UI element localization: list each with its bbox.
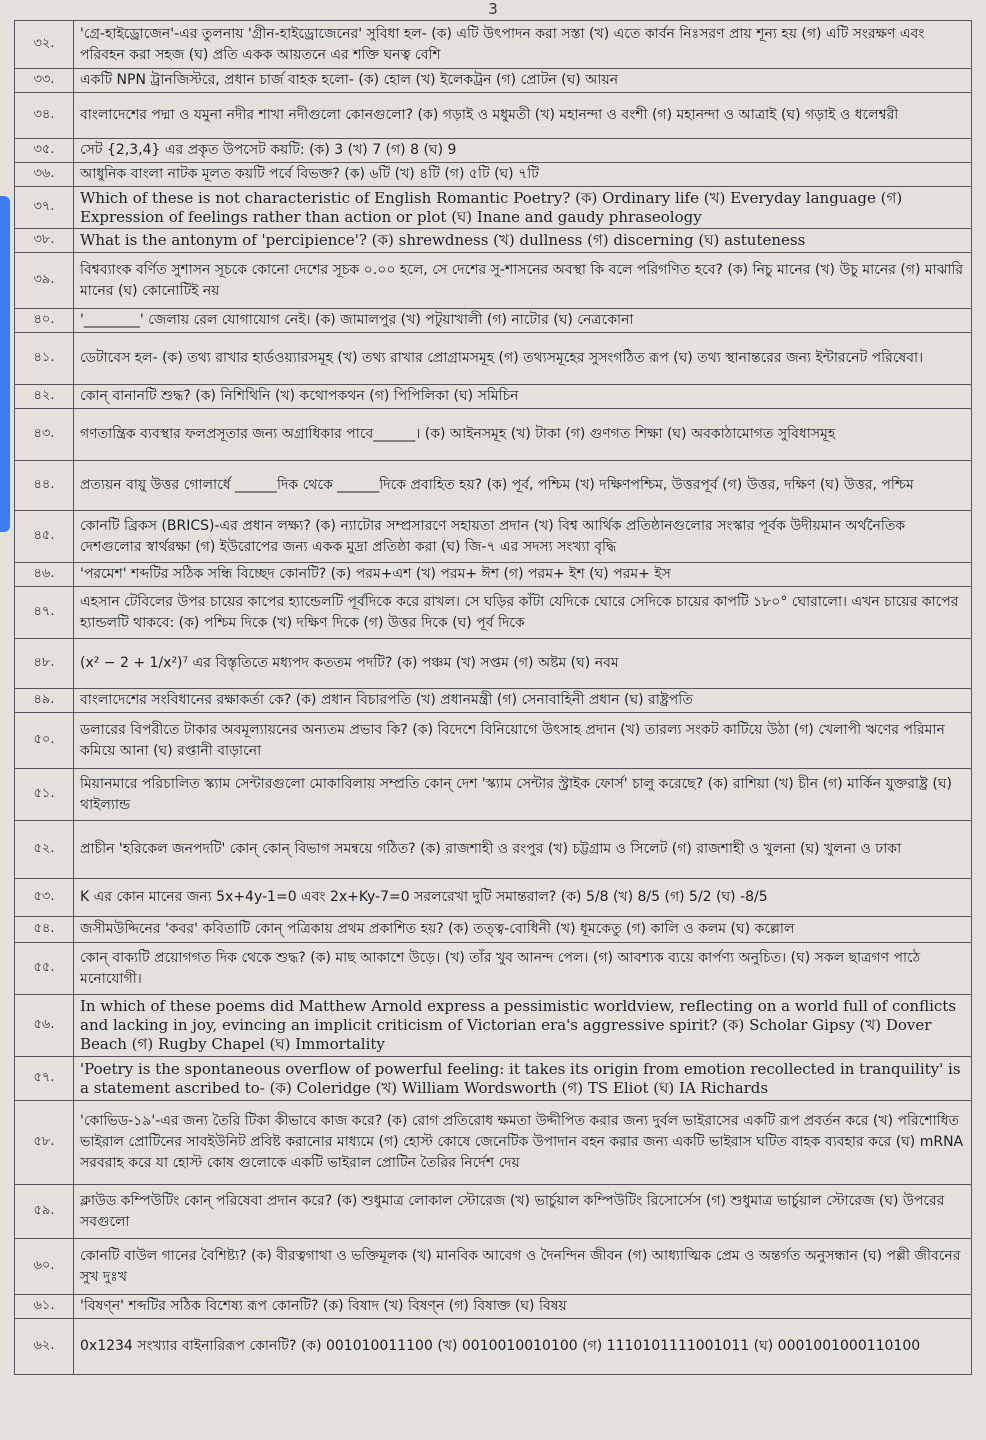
question-row xyxy=(15,229,972,253)
question-text: প্রত্যয়ন বায়ু উত্তর গোলার্ধে ______দিক থেকে ______দিকে প্রবাহিত হয়? (ক) পূর্ব, পশ্চিম (খ) দক্ষিণপশ্চিম, উত্তরপূর্ব (গ) উত্তর, দক্ষিণ (ঘ) উত্তর, পশ্চিম xyxy=(74,461,972,511)
question-row xyxy=(15,587,972,639)
question-number: ৫১. xyxy=(15,769,74,821)
question-row xyxy=(15,879,972,917)
question-text: ক্লাউড কম্পিউটিং কোন্ পরিষেবা প্রদান করে? (ক) শুধুমাত্র লোকাল স্টোরেজ (খ) ভার্চুয়াল কম্পিউটিং রিসোর্সেস (গ) শুধুমাত্র ভার্চুয়াল স্টোরেজ (ঘ) উপরের সবগুলো xyxy=(74,1185,972,1239)
question-number: ৫০. xyxy=(15,713,74,769)
question-text: কোন্ বাক্যটি প্রয়োগগত দিক থেকে শুদ্ধ? (ক) মাছ আকাশে উড়ে। (খ) তাঁর খুব আনন্দ পেল। (গ) আবশ্যক ব্যয়ে কার্পণ্য অনুচিত। (ঘ) সকল ছাত্রগণ পাঠে মনোযোগী। xyxy=(74,943,972,995)
question-text: একটি NPN ট্রানজিস্টরে, প্রধান চার্জ বাহক হলো- (ক) হোল (খ) ইলেকট্রন (গ) প্রোটন (ঘ) আয়ন xyxy=(74,69,972,93)
question-text: '________' জেলায় রেল যোগাযোগ নেই। (ক) জামালপুর (খ) পটুয়াখালী (গ) নাটোর (ঘ) নেত্রকোনা xyxy=(74,309,972,333)
question-row xyxy=(15,309,972,333)
question-row xyxy=(15,385,972,409)
question-text: In which of these poems did Matthew Arnold express a pessimistic worldview, reflecting on a world full of conflicts and lacking in joy, evincing an implicit criticism of Victorian era's aggressive spirit? (ক) Scholar Gipsy (খ) Dover Beach (গ) Rugby Chapel (ঘ) Immortality xyxy=(74,995,972,1057)
question-row xyxy=(15,563,972,587)
question-number: ৩৬. xyxy=(15,163,74,187)
question-row xyxy=(15,713,972,769)
question-number: ৩৪. xyxy=(15,93,74,139)
question-number: ৬০. xyxy=(15,1239,74,1295)
question-text: গণতান্ত্রিক ব্যবস্থার ফলপ্রসূতার জন্য অগ্রাধিকার পাবে______। (ক) আইনসমূহ (খ) টাকা (গ) গুণগত শিক্ষা (ঘ) অবকাঠামোগত সুবিধাসমূহ xyxy=(74,409,972,461)
question-text: (x² − 2 + 1/x²)⁷ এর বিস্তৃতিতে মধ্যপদ কততম পদটি? (ক) পঞ্চম (খ) সপ্তম (গ) অষ্টম (ঘ) নবম xyxy=(74,639,972,689)
question-number: ৫৫. xyxy=(15,943,74,995)
question-number: ৪২. xyxy=(15,385,74,409)
question-number: ৩৩. xyxy=(15,69,74,93)
question-text: আধুনিক বাংলা নাটক মূলত কয়টি পর্বে বিভক্ত? (ক) ৬টি (খ) ৪টি (গ) ৫টি (ঘ) ৭টি xyxy=(74,163,972,187)
question-number: ৪৩. xyxy=(15,409,74,461)
question-text: 'কোভিড-১৯'-এর জন্য তৈরি টিকা কীভাবে কাজ করে? (ক) রোগ প্রতিরোধ ক্ষমতা উদ্দীপিত করার জন্য দুর্বল ভাইরাসের একটি রূপ প্রবর্তন করে (খ) পরিশোধিত ভাইরাল প্রোটিনের সাবইউনিট প্রবিষ্ট করানোর মাধ্যমে (গ) হোস্ট কোষে জেনেটিক উপাদান বহন করার জন্য একটি ভাইরাস ঘটিত বাহক ব্যবহার করে (ঘ) mRNA সরবরাহ করে যা হোস্ট কোষ গুলোকে একটি ভাইরাল প্রোটিন তৈরির নির্দেশ দেয় xyxy=(74,1101,972,1185)
question-table xyxy=(14,20,972,1375)
question-text: K এর কোন মানের জন্য 5x+4y-1=0 এবং 2x+Ky-7=0 সরলরেখা দুটি সমান্তরাল? (ক) 5/8 (খ) 8/5 (গ) 5/2 (ঘ) -8/5 xyxy=(74,879,972,917)
question-row xyxy=(15,139,972,163)
question-text: ডেটাবেস হল- (ক) তথ্য রাখার হার্ডওয়্যারসমূহ (খ) তথ্য রাখার প্রোগ্রামসমূহ (গ) তথ্যসমূহের সুসংগঠিত রূপ (ঘ) তথ্য স্থানান্তরের জন্য ইন্টারনেট পরিষেবা। xyxy=(74,333,972,385)
question-text: 'বিষণ্ন' শব্দটির সঠিক বিশেষ্য রূপ কোনটি? (ক) বিষাদ (খ) বিষণ্ন (গ) বিষাক্ত (ঘ) বিষয় xyxy=(74,1295,972,1319)
question-text: কোনটি বাউল গানের বৈশিষ্ট্য? (ক) বীরত্বগাথা ও ভক্তিমূলক (খ) মানবিক আবেগ ও দৈনন্দিন জীবন (গ) আধ্যাত্মিক প্রেম ও অন্তর্গত অনুসন্ধান (ঘ) পল্লী জীবনের সুখ দুঃখ xyxy=(74,1239,972,1295)
question-text: বিশ্বব্যাংক বর্ণিত সুশাসন সূচকে কোনো দেশের সূচক ০.০০ হলে, সে দেশের সু-শাসনের অবস্থা কি বলে পরিগণিত হবে? (ক) নিচু মানের (খ) উচু মানের (গ) মাঝারি মানের (ঘ) কোনোটিই নয় xyxy=(74,253,972,309)
question-number: ৪৫. xyxy=(15,511,74,563)
question-number: ৩৮. xyxy=(15,229,74,253)
question-row xyxy=(15,1295,972,1319)
question-row xyxy=(15,93,972,139)
question-text: বাংলাদেশের পদ্মা ও যমুনা নদীর শাখা নদীগুলো কোনগুলো? (ক) গড়াই ও মধুমতী (খ) মহানন্দা ও বংশী (গ) মহানন্দা ও আত্রাই (ঘ) গড়াই ও ধলেশ্বরী xyxy=(74,93,972,139)
question-text: Which of these is not characteristic of English Romantic Poetry? (ক) Ordinary life (খ) Everyday language (গ) Expression of feelings rather than action or plot (ঘ) Inane and gaudy phraseology xyxy=(74,187,972,229)
question-text: 'গ্রে-হাইড্রোজেন'-এর তুলনায় 'গ্রীন-হাইড্রোজেনের' সুবিধা হল- (ক) এটি উৎপাদন করা সস্তা (খ) এতে কার্বন নিঃসরণ প্রায় শূন্য হয় (গ) এটি সংরক্ষণ এবং পরিবহন করা সহজ (ঘ) প্রতি একক আয়তনে এর শক্তি ঘনত্ব বেশি xyxy=(74,21,972,69)
question-number: ৩৭. xyxy=(15,187,74,229)
question-number: ৪০. xyxy=(15,309,74,333)
question-number: ৪১. xyxy=(15,333,74,385)
question-row xyxy=(15,1101,972,1185)
question-row xyxy=(15,187,972,229)
question-number: ৫২. xyxy=(15,821,74,879)
question-text: What is the antonym of 'percipience'? (ক) shrewdness (খ) dullness (গ) discerning (ঘ) astuteness xyxy=(74,229,972,253)
scroll-indicator xyxy=(0,196,10,532)
question-row xyxy=(15,21,972,69)
question-number: ৬১. xyxy=(15,1295,74,1319)
page-number: 3 xyxy=(488,0,498,18)
question-row xyxy=(15,333,972,385)
question-text: 'পরমেশ' শব্দটির সঠিক সন্ধি বিচ্ছেদ কোনটি? (ক) পরম+এশ (খ) পরম+ ঈশ (গ) পরম+ ইশ (ঘ) পরম+ ইস xyxy=(74,563,972,587)
question-number: ৩৫. xyxy=(15,139,74,163)
question-text: 'Poetry is the spontaneous overflow of powerful feeling: it takes its origin from emotion recollected in tranquility' is a statement ascribed to- (ক) Coleridge (খ) William Wordsworth (গ) TS Eliot (ঘ) IA Richards xyxy=(74,1057,972,1101)
question-number: ৩৯. xyxy=(15,253,74,309)
question-row xyxy=(15,1319,972,1375)
question-number: ৪৭. xyxy=(15,587,74,639)
question-number: ৪৪. xyxy=(15,461,74,511)
question-list xyxy=(15,21,972,1375)
question-number: ৫৩. xyxy=(15,879,74,917)
question-number: ৬২. xyxy=(15,1319,74,1375)
question-row xyxy=(15,995,972,1057)
question-row xyxy=(15,1057,972,1101)
question-row xyxy=(15,689,972,713)
question-row xyxy=(15,409,972,461)
question-number: ৫৭. xyxy=(15,1057,74,1101)
question-row xyxy=(15,1239,972,1295)
question-text: বাংলাদেশের সংবিধানের রক্ষাকর্তা কে? (ক) প্রধান বিচারপতি (খ) প্রধানমন্ত্রী (গ) সেনাবাহিনী প্রধান (ঘ) রাষ্ট্রপতি xyxy=(74,689,972,713)
question-text: জসীমউদ্দিনের 'কবর' কবিতাটি কোন্ পত্রিকায় প্রথম প্রকাশিত হয়? (ক) তত্ত্ব-বোধিনী (খ) ধূমকেতু (গ) কালি ও কলম (ঘ) কল্লোল xyxy=(74,917,972,943)
question-text: 0x1234 সংখ্যার বাইনারিরূপ কোনটি? (ক) 001010011100 (খ) 0010010010100 (গ) 1110101111001011 (ঘ) 0001001000110100 xyxy=(74,1319,972,1375)
question-row xyxy=(15,943,972,995)
question-number: ৪৯. xyxy=(15,689,74,713)
question-number: ৫৯. xyxy=(15,1185,74,1239)
question-row xyxy=(15,639,972,689)
question-text: কোন্ বানানটি শুদ্ধ? (ক) নিশিথিনি (খ) কথোপকথন (গ) পিপিলিকা (ঘ) সমিচিন xyxy=(74,385,972,409)
question-row xyxy=(15,69,972,93)
question-text: মিয়ানমারে পরিচালিত স্ক্যাম সেন্টারগুলো মোকাবিলায় সম্প্রতি কোন্ দেশ 'স্ক্যাম সেন্টার স্ট্রাইক ফোর্স' চালু করেছে? (ক) রাশিয়া (খ) চীন (গ) মার্কিন যুক্তরাষ্ট্র (ঘ) থাইল্যান্ড xyxy=(74,769,972,821)
question-row xyxy=(15,163,972,187)
question-row xyxy=(15,461,972,511)
question-row xyxy=(15,253,972,309)
question-text: কোনটি ব্রিকস (BRICS)-এর প্রধান লক্ষ্য? (ক) ন্যাটোর সম্প্রসারণে সহায়তা প্রদান (খ) বিশ্ব আর্থিক প্রতিষ্ঠানগুলোর সংস্কার পূর্বক উদীয়মান অর্থনৈতিক দেশগুলোর স্বার্থরক্ষা (গ) ইউরোপের জন্য একক মুদ্রা প্রতিষ্ঠা করা (ঘ) জি-৭ এর সদস্য সংখ্যা বৃদ্ধি xyxy=(74,511,972,563)
question-number: ৫৪. xyxy=(15,917,74,943)
question-number: ৫৬. xyxy=(15,995,74,1057)
question-row xyxy=(15,511,972,563)
question-text: প্রাচীন 'হরিকেল জনপদটি' কোন্ কোন্ বিভাগ সমন্বয়ে গঠিত? (ক) রাজশাহী ও রংপুর (খ) চট্টগ্রাম ও সিলেট (গ) রাজশাহী ও খুলনা (ঘ) খুলনা ও ঢাকা xyxy=(74,821,972,879)
question-text: সেট {2,3,4} এর প্রকৃত উপসেট কয়টি: (ক) 3 (খ) 7 (গ) 8 (ঘ) 9 xyxy=(74,139,972,163)
question-text: ডলারের বিপরীতে টাকার অবমূল্যায়নের অন্যতম প্রভাব কি? (ক) বিদেশে বিনিয়োগে উৎসাহ প্রদান (খ) তারল্য সংকট কাটিয়ে উঠা (গ) খেলাপী ঋণের পরিমান কমিয়ে আনা (ঘ) রপ্তানী বাড়ানো xyxy=(74,713,972,769)
question-row xyxy=(15,769,972,821)
question-row xyxy=(15,1185,972,1239)
question-number: ৫৮. xyxy=(15,1101,74,1185)
question-row xyxy=(15,821,972,879)
question-text: এহসান টেবিলের উপর চায়ের কাপের হ্যান্ডেলটি পূর্বদিকে করে রাখল। সে ঘড়ির কাঁটা যেদিকে ঘোরে সেদিকে চায়ের কাপটি ১৮০° ঘোরালো। এখন চায়ের কাপের হ্যান্ডলটি থাকবে: (ক) পশ্চিম দিকে (খ) দক্ষিণ দিকে (গ) উত্তর দিকে (ঘ) পূর্ব দিকে xyxy=(74,587,972,639)
question-number: ৪৬. xyxy=(15,563,74,587)
question-number: ৪৮. xyxy=(15,639,74,689)
question-row xyxy=(15,917,972,943)
question-number: ৩২. xyxy=(15,21,74,69)
